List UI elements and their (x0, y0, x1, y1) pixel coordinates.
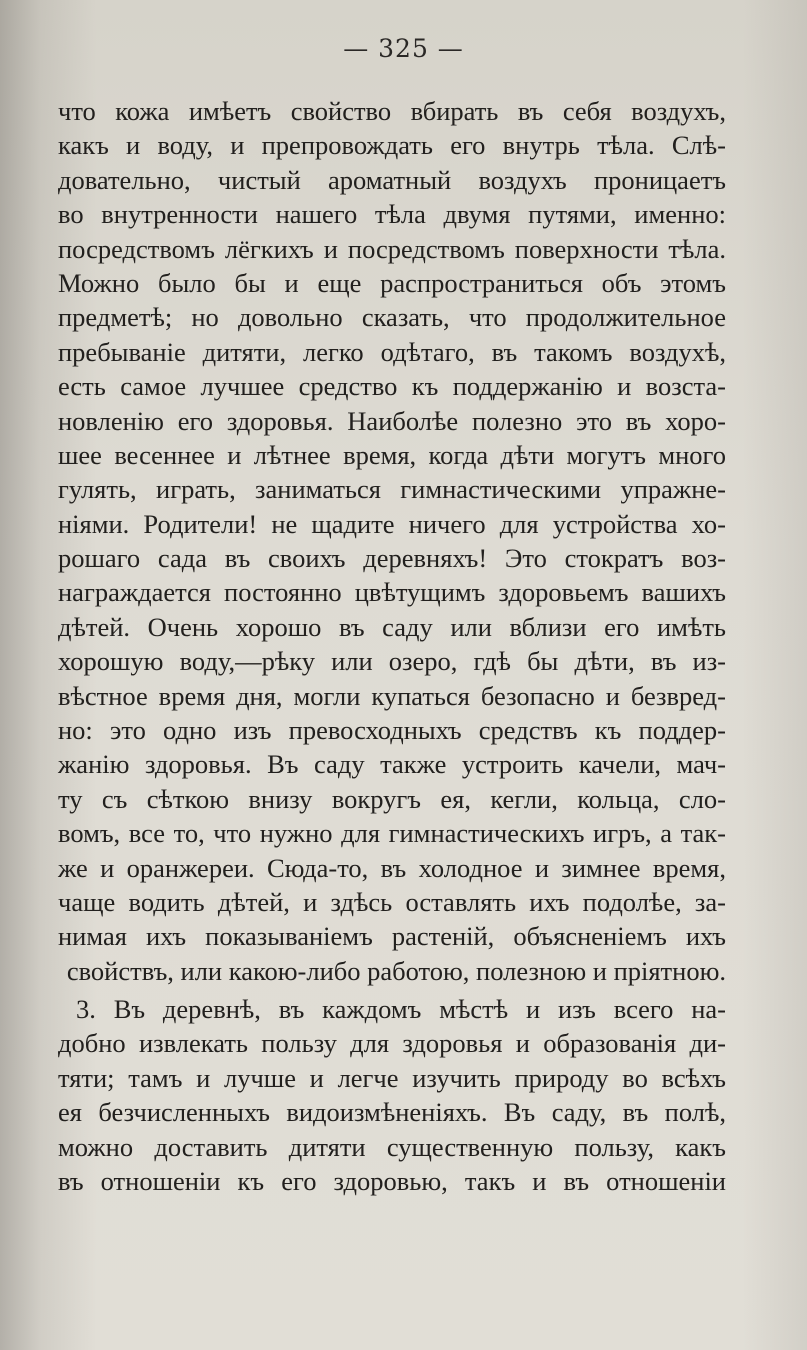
text-line: что кожа имѣетъ свойство вбирать въ себя воздухъ, (58, 96, 726, 126)
text-line: есть самое лучшее средство къ поддержанію и возста- (58, 371, 726, 402)
text-line: посредствомъ лёгкихъ и посредствомъ поверхности тѣла. (58, 233, 726, 264)
page-number: — 325 — (343, 34, 464, 63)
text-line: въ отношеніи къ его здоровью, такъ и въ отношеніи (58, 1165, 726, 1196)
text-line: вѣстное время дня, могли купаться безопасно и безвред- (58, 680, 726, 711)
text-line: ея безчисленныхъ видоизмѣненіяхъ. Въ саду, въ полѣ, (58, 1097, 726, 1128)
paragraph-1 (58, 94, 726, 988)
text-line: гулять, играть, заниматься гимнастическими упражне- (58, 474, 726, 505)
text-line: но: это одно изъ превосходныхъ средствъ къ поддер- (58, 715, 726, 746)
text-line: Можно было бы и еще распространиться объ этомъ (58, 267, 726, 298)
text-line: хорошую воду,—рѣку или озеро, гдѣ бы дѣти, въ из- (58, 646, 726, 677)
text-line: награждается постоянно цвѣтущимъ здоровьемъ вашихъ (58, 577, 726, 608)
text-line: предметѣ; но довольно сказать, что продолжительное (58, 302, 726, 333)
text-line: же и оранжереи. Сюда-то, въ холодное и зимнее время, (58, 852, 726, 883)
text-line: ніями. Родители! не щадите ничего для устройства хо- (58, 508, 726, 539)
text-line: нимая ихъ показываніемъ растеній, объясненіемъ ихъ (58, 921, 726, 952)
text-line: какъ и воду, и препровождать его внутрь тѣла. Слѣ- (58, 130, 726, 161)
text-line: тяти; тамъ и лучше и легче изучить природу во всѣхъ (58, 1062, 726, 1093)
text-line: рошаго сада въ своихъ деревняхъ! Это стократъ воз- (58, 543, 726, 574)
text-line: новленію его здоровья. Наиболѣе полезно это въ хоро- (58, 405, 726, 436)
paragraph-2 (58, 992, 726, 1198)
text-line: вомъ, все то, что нужно для гимнастическихъ игръ, а так- (58, 818, 726, 849)
text-line: пребываніе дитяти, легко одѣтаго, въ такомъ воздухѣ, (58, 336, 726, 367)
text-line: жанію здоровья. Въ саду также устроить качели, мач- (58, 749, 726, 780)
text-line: довательно, чистый ароматный воздухъ проницаетъ (58, 164, 726, 195)
text-line: добно извлекать пользу для здоровья и образованія ди- (58, 1028, 726, 1059)
text-line: шее весеннее и лѣтнее время, когда дѣти могутъ много (58, 439, 726, 470)
text-line: свойствъ, или какою-либо работою, полезною и пріятною. (66, 955, 726, 986)
text-line: ту съ сѣткою внизу вокругъ ея, кегли, кольца, сло- (58, 783, 726, 814)
text-line: 3. Въ деревнѣ, въ каждомъ мѣстѣ и изъ всего на- (76, 994, 726, 1024)
text-line: во внутренности нашего тѣла двумя путями, именно: (58, 199, 726, 230)
text-line: чаще водить дѣтей, и здѣсь оставлять ихъ подолѣе, за- (58, 886, 726, 917)
text-line: можно доставить дитяти существенную пользу, какъ (58, 1131, 726, 1162)
text-line: дѣтей. Очень хорошо въ саду или вблизи его имѣть (58, 611, 726, 642)
